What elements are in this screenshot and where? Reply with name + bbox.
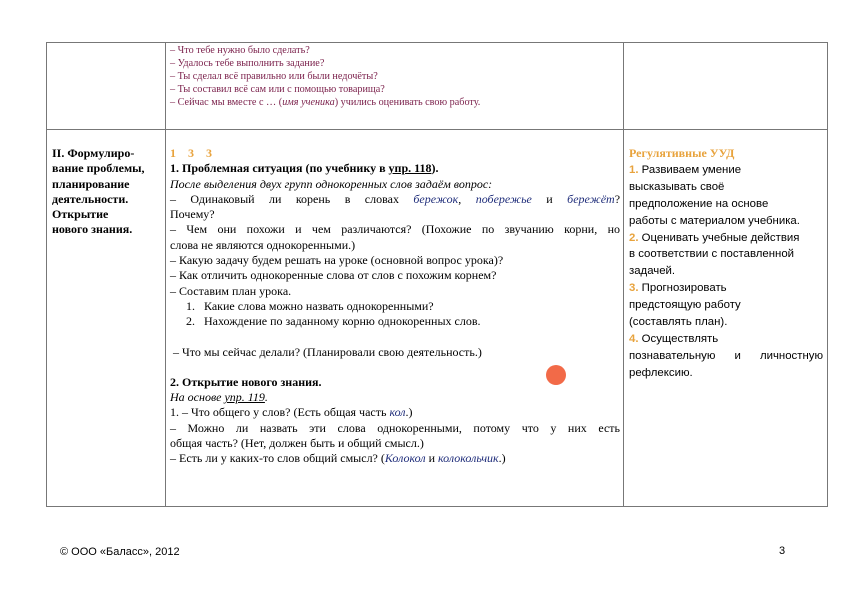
question-5: – Составим план урока.	[170, 283, 292, 298]
question-6: – Что мы сейчас делали? (Планировали свою деятельность.)	[173, 344, 482, 359]
section-2-title: 2. Открытие нового знания.	[170, 374, 322, 389]
table-col-divider-2	[623, 42, 624, 507]
question-8: – Можно ли назвать эти слова однокоренными, потому что у них есть	[170, 420, 620, 435]
regulatory-skills	[629, 145, 823, 382]
question-line: – Удалось тебе выполнить задание?	[170, 58, 325, 69]
skills-title: Регулятивные УУД	[629, 146, 735, 160]
stage-title: II. Формулиро- вание проблемы, планирование деятельности. Открытие нового знания.	[52, 146, 145, 237]
question-2: – Чем они похожи и чем различаются? (Похожие по звучанию корни, но	[170, 222, 620, 237]
reflection-questions	[170, 44, 620, 109]
skill-item: 4. Осуществлять познавательную и личностную рефлексию.	[629, 332, 823, 379]
skill-item: 2. Оценивать учебные действия в соответствии с поставленной задачей.	[629, 231, 800, 278]
plan-item: 1. Какие слова можно назвать однокоренными?	[186, 298, 434, 313]
table-bottom-border	[46, 506, 828, 507]
table-col-divider-1	[165, 42, 166, 507]
table-left-border	[46, 42, 47, 507]
table-row-divider	[46, 129, 828, 130]
exercise-link[interactable]: упр. 119	[224, 390, 265, 405]
question-8-cont: общая часть? (Нет, должен быть и общий смысл.)	[170, 436, 424, 451]
table-right-border	[827, 42, 828, 507]
section-1-title: 1. Проблемная ситуация (по учебнику в упр. 118).	[170, 161, 439, 176]
section-1-intro: После выделения двух групп однокоренных слов задаём вопрос:	[170, 176, 493, 191]
table-top-border	[46, 42, 828, 43]
question-1: – Одинаковый ли корень в словах бережок, побережье и бережёт?	[170, 191, 621, 206]
question-1-cont: Почему?	[170, 207, 215, 222]
question-line: – Что тебе нужно было сделать?	[170, 45, 310, 56]
skill-item: 1. Развиваем умение высказывать своё предположение на основе работы с материалом учебника.	[629, 163, 800, 227]
question-9: – Есть ли у каких-то слов общий смысл? (Колокол и колокольчик.)	[170, 451, 506, 466]
question-line-last: – Сейчас мы вместе с … (имя ученика) учились оценивать свою работу.	[170, 97, 481, 108]
skill-item: 3. Прогнозировать предстоящую работу (составлять план).	[629, 282, 741, 329]
orange-circle-marker	[546, 365, 566, 385]
question-line: – Ты составил всё сам или с помощью товарища?	[170, 84, 385, 95]
lesson-content	[170, 146, 620, 467]
slide-numbers: 1 3 3	[170, 146, 212, 160]
question-4: – Как отличить однокоренные слова от слов с похожим корнем?	[170, 268, 497, 283]
lesson-plan	[170, 299, 620, 330]
page-number: 3	[779, 545, 786, 557]
question-2-cont: слова не являются однокоренными.)	[170, 237, 356, 252]
exercise-link[interactable]: упр. 118	[388, 161, 432, 176]
section-2-intro: На основе упр. 119.	[170, 390, 268, 405]
question-3: – Какую задачу будем решать на уроке (основной вопрос урока)?	[170, 253, 504, 268]
copyright-footer: © ООО «Баласс», 2012	[60, 546, 180, 558]
question-line: – Ты сделал всё правильно или были недочёты?	[170, 71, 378, 82]
question-7: 1. – Что общего у слов? (Есть общая часть кол.)	[170, 405, 413, 420]
plan-item: 2. Нахождение по заданному корню однокоренных слов.	[186, 314, 481, 329]
